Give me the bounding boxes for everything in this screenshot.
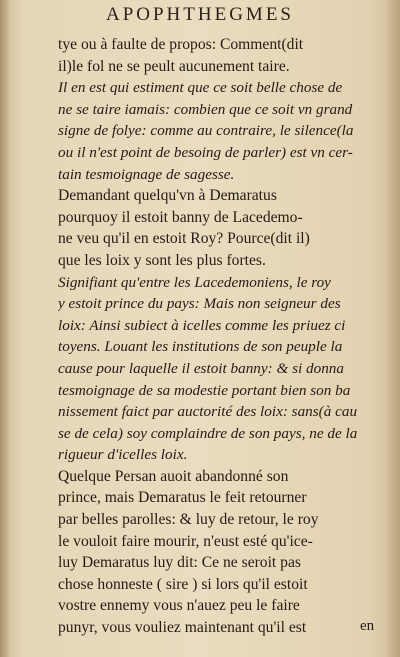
text-line: ne se taire iamais: combien que ce soit vn grand [58,100,353,118]
text-line: Demandant quelqu'vn à Demaratus [58,187,277,205]
text-line: toyens. Louant les institutions de son peuple la [58,338,343,356]
text-line: chose honneste ( sire ) si lors qu'il estoit [58,575,308,593]
text-line: Il en est qui estiment que ce soit belle chose de [58,79,343,97]
text-line: Quelque Persan auoit abandonné son [58,467,289,485]
text-line: il)le fol ne se peult aucunement taire. [58,57,290,75]
text-line: loix: Ainsi subiect à icelles comme les priuez ci [58,316,346,334]
gutter-shadow [0,0,10,657]
text-line: prince, mais Demaratus le feit retourner [58,489,307,507]
text-line: cause pour laquelle il estoit banny: & si donna [58,359,344,377]
text-line: pourquoy il estoit banny de Lacedemo- [58,208,303,226]
running-head: APOPHTHEGMES [105,4,295,25]
text-line: ou il n'est point de besoing de parler) est vn cer- [58,143,353,161]
text-line: punyr, vous vouliez maintenant qu'il est [58,619,307,637]
text-line: vostre ennemy vous n'auez peu le faire [58,597,300,615]
text-line: luy Demaratus luy dit: Ce ne seroit pas [58,554,301,572]
text-line: rigueur d'icelles loix. [58,446,188,464]
text-line: Signifiant qu'entre les Lacedemoniens, le roy [58,273,331,291]
text-line: se de cela) soy complaindre de son pays, ne de la [58,424,358,442]
text-line: tain tesmoignage de sagesse. [58,165,235,183]
text-line: tye ou à faulte de propos: Comment(dit [58,36,304,53]
text-line: le vouloit faire mourir, n'eust esté qu'ice- [58,532,313,550]
text-line: par belles parolles: & luy de retour, le roy [58,511,319,529]
text-line: ne veu qu'il en estoit Roy? Pource(dit il) [58,230,310,248]
text-line: que les loix y sont les plus fortes. [58,251,266,269]
text-line: y estoit prince du pays: Mais non seigneur des [58,295,341,313]
body-text [58,34,386,639]
edge-shadow [386,0,400,657]
text-line: tesmoignage de sa modestie portant bien son ba [58,381,351,399]
text-line: signe de folye: comme au contraire, le silence(la [58,122,354,140]
text-line: nissement faict par auctorité des loix: sans(à cau [58,403,358,421]
catchword: en [360,618,375,634]
